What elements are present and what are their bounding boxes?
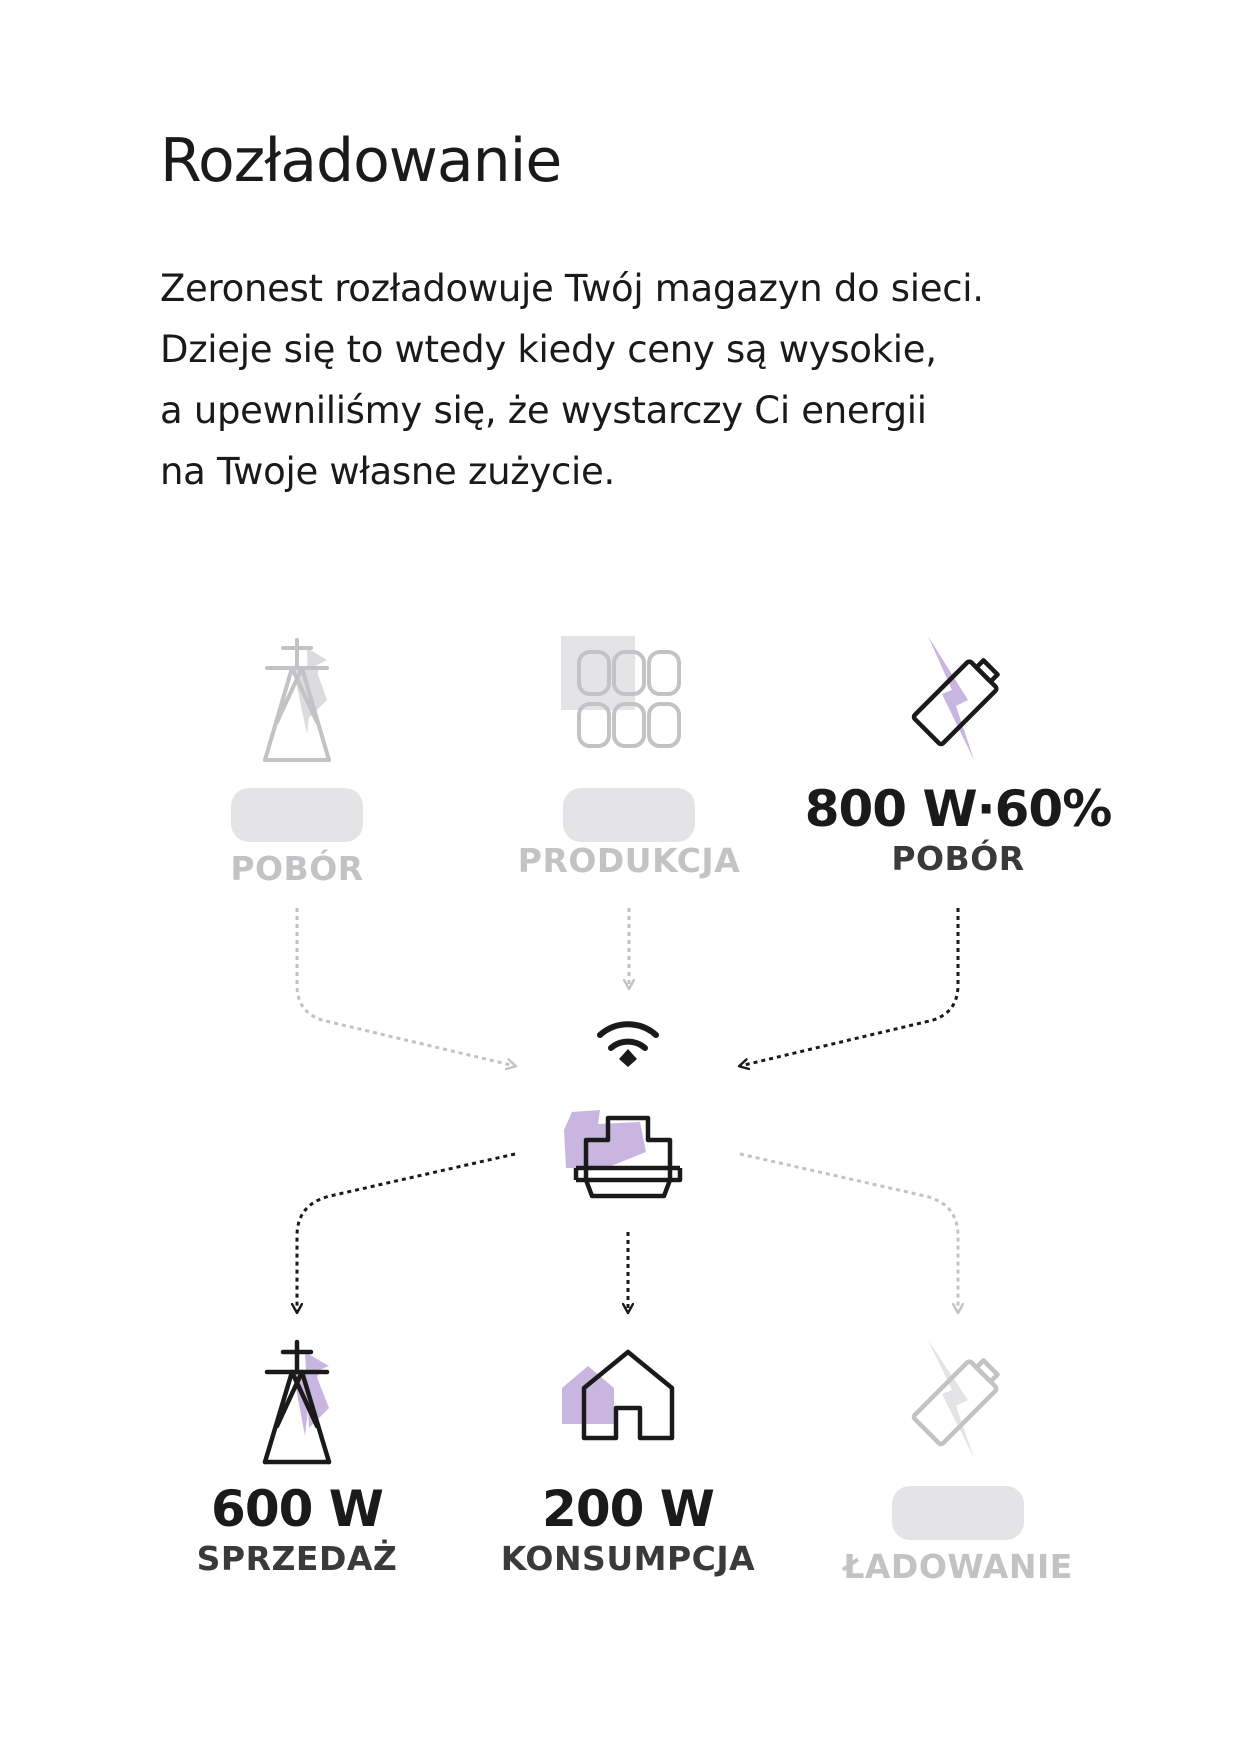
flow-arrow-battery-out [740,908,958,1066]
node-home [458,1480,798,1580]
node-battery-in [788,1486,1128,1588]
house-icon [562,1352,672,1438]
description-line: Zeronest rozładowuje Twój magazyn do sieci. [160,267,984,310]
value-placeholder [892,1486,1024,1540]
node-label: ŁADOWANIE [843,1547,1073,1586]
node-value [788,780,1128,838]
node-solar [459,788,799,882]
power-pylon-icon [265,640,329,760]
description-line: Dzieje się to wtedy kiedy ceny są wysokie, [160,328,937,371]
node-label: POBÓR [230,849,364,888]
node-label: PRODUKCJA [517,841,741,880]
node-grid-in [127,788,467,890]
power-value: 800 W [804,780,977,838]
node-value: 600 W [211,1480,383,1538]
description-line: a upewniliśmy się, że wystarczy Ci energii [160,389,927,432]
battery-icon [866,613,1036,783]
battery-icon [869,1317,1033,1481]
node-label: SPRZEDAŻ [196,1539,398,1578]
zeronest-device-icon [564,1110,680,1196]
wifi-icon [600,1024,656,1067]
solar-panel-icon [561,636,679,746]
node-value: 200 W [542,1480,714,1538]
value-separator: · [976,780,995,838]
node-grid-out [127,1480,467,1580]
node-label: KONSUMPCJA [500,1539,756,1578]
node-battery-out [788,780,1128,880]
value-placeholder [563,788,695,842]
description-line: na Twoje własne zużycie. [160,450,615,493]
flow-arrow-grid-in [297,908,515,1066]
node-label: POBÓR [891,839,1025,878]
flow-arrow-grid-out [297,1154,515,1312]
flow-arrow-battery-in [740,1154,958,1312]
power-pylon-icon [265,1342,329,1462]
charge-percent: 60% [994,780,1112,838]
value-placeholder [231,788,363,842]
page-title: Rozładowanie [160,126,562,196]
